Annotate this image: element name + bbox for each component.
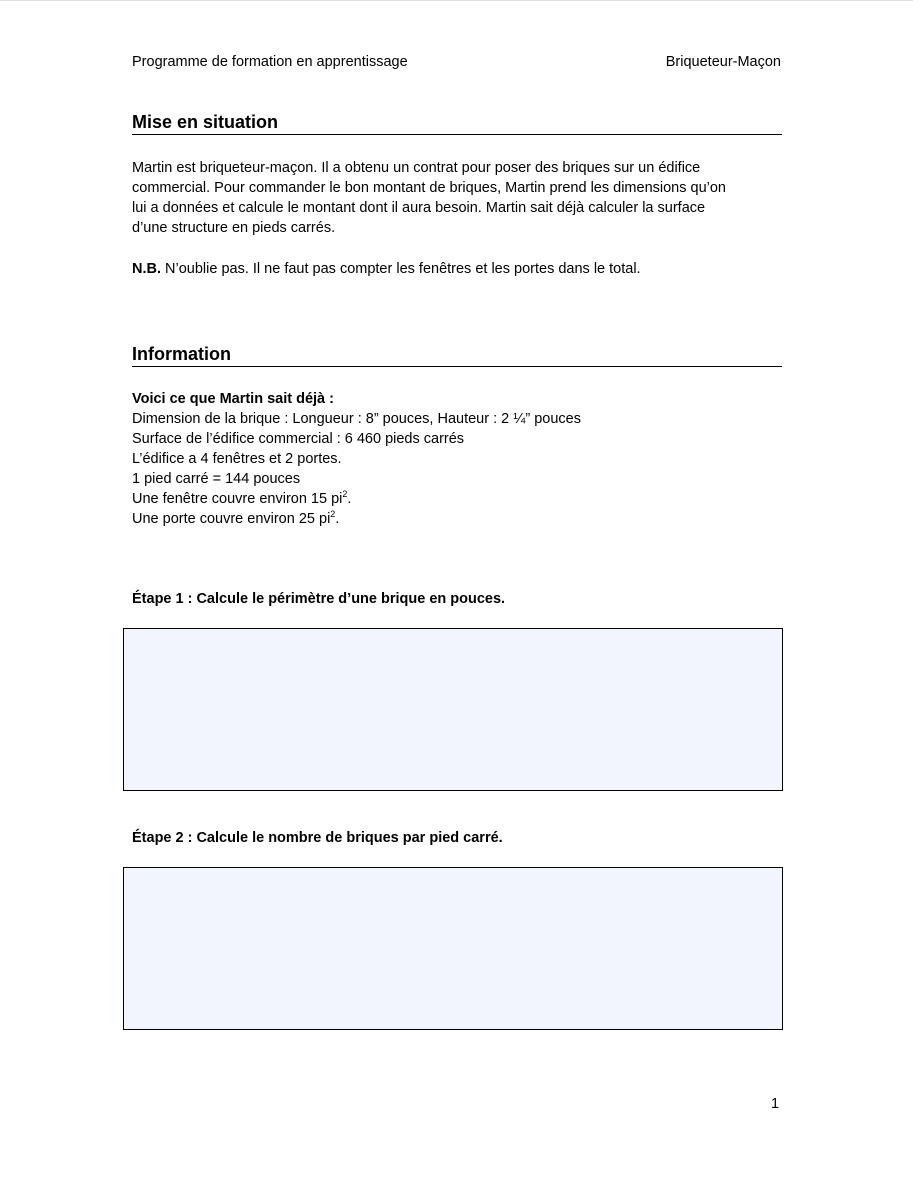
step-1-answer-box[interactable] bbox=[123, 628, 783, 791]
note-text: N’oublie pas. Il ne faut pas compter les fenêtres et les portes dans le total. bbox=[161, 261, 641, 277]
situation-paragraph bbox=[132, 158, 772, 238]
note-paragraph bbox=[132, 259, 772, 279]
situation-line: d’une structure en pieds carrés. bbox=[132, 220, 336, 236]
information-line: Dimension de la brique : Longueur : 8” pouces, Hauteur : 2 ¼” pouces bbox=[132, 411, 581, 427]
information-list bbox=[132, 389, 772, 529]
information-intro: Voici ce que Martin sait déjà : bbox=[132, 391, 334, 407]
header-program-title: Programme de formation en apprentissage bbox=[132, 54, 408, 70]
information-line: Surface de l’édifice commercial : 6 460 pieds carrés bbox=[132, 431, 465, 447]
page-number: 1 bbox=[771, 1096, 780, 1112]
situation-line: Martin est briqueteur-maçon. Il a obtenu un contrat pour poser des briques sur un édifice bbox=[132, 160, 701, 176]
step-2-label: Étape 2 : Calcule le nombre de briques par pied carré. bbox=[132, 830, 503, 846]
window-area-line: Une fenêtre couvre environ 15 $pi^2$. bbox=[132, 489, 352, 507]
information-line: L’édifice a 4 fenêtres et 2 portes. bbox=[132, 451, 342, 467]
door-area-line: Une porte couvre environ 25 $pi^2$. bbox=[132, 509, 340, 527]
page-edge bbox=[0, 0, 913, 1]
header-trade-title: Briqueteur-Maçon bbox=[665, 54, 781, 70]
step-1-label: Étape 1 : Calcule le périmètre d’une brique en pouces. bbox=[132, 591, 506, 607]
note-label: N.B. bbox=[132, 261, 161, 277]
page-header bbox=[132, 54, 781, 70]
situation-line: lui a données et calcule le montant dont il aura besoin. Martin sait déjà calculer la surface bbox=[132, 200, 706, 216]
situation-heading: Mise en situation bbox=[132, 111, 782, 135]
information-heading: Information bbox=[132, 343, 782, 367]
information-line: 1 pied carré = 144 pouces bbox=[132, 471, 301, 487]
situation-line: commercial. Pour commander le bon montant de briques, Martin prend les dimensions qu’on bbox=[132, 180, 726, 196]
step-2-answer-box[interactable] bbox=[123, 867, 783, 1030]
